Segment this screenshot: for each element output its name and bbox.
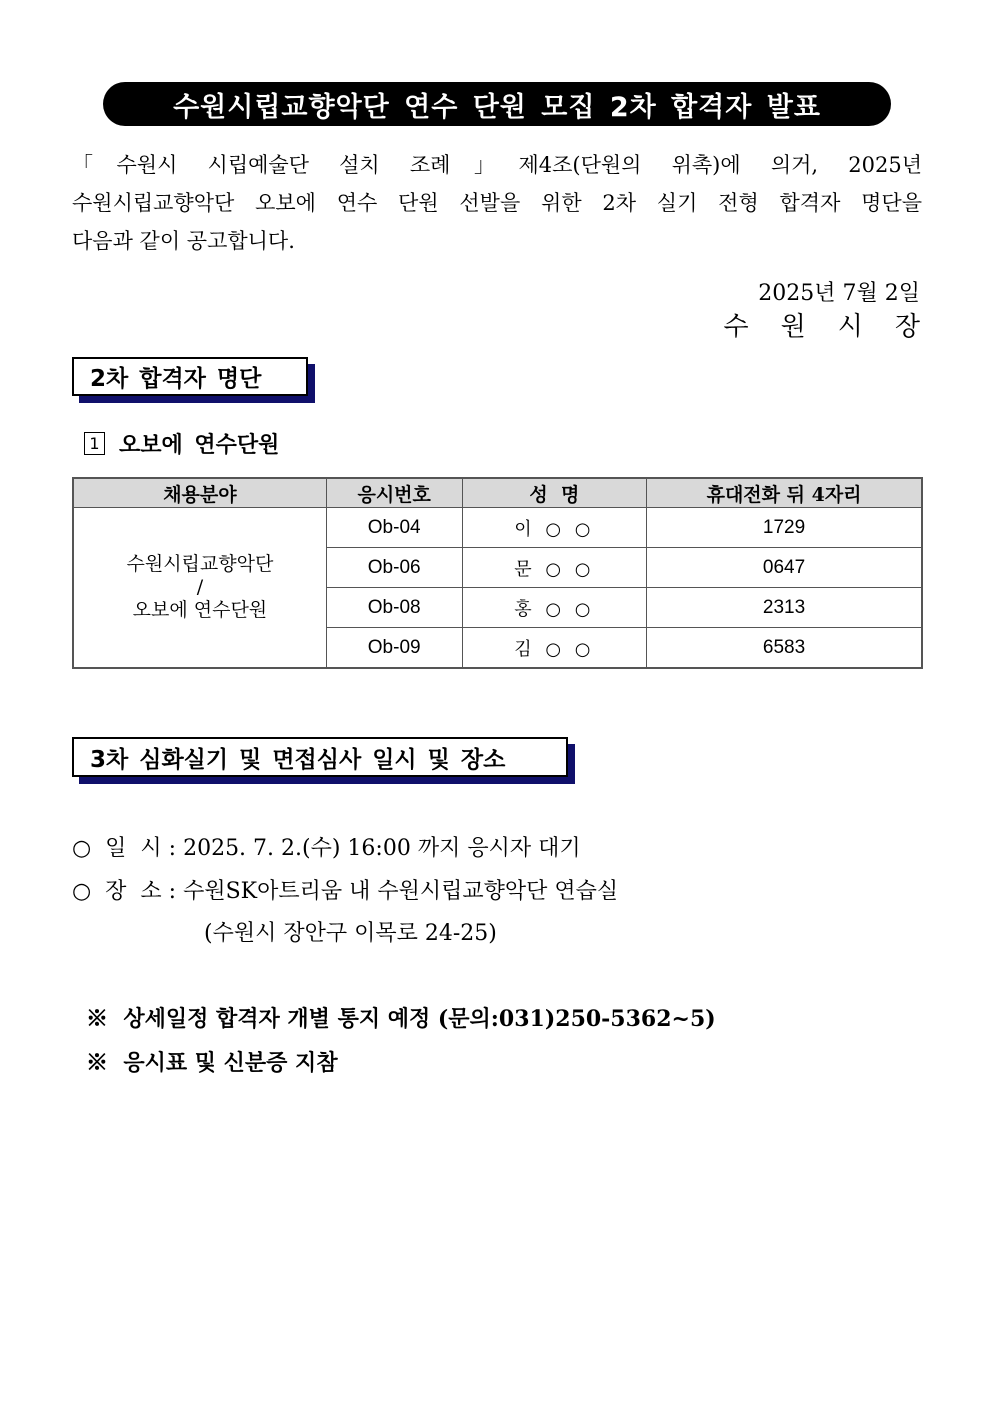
applicant-id: Ob-09 xyxy=(326,628,462,669)
intro-line-2: 수원시립교향악단 오보에 연수 단원 선발을 위한 2차 실기 전형 합격자 명단을 xyxy=(72,191,922,215)
phone-last4: 1729 xyxy=(647,508,922,548)
note-item: ※ 응시표 및 신분증 지참 xyxy=(86,1050,338,1076)
field-line-1: 수원시립교향악단 xyxy=(126,553,274,575)
recruit-field-cell xyxy=(73,508,326,669)
intro-paragraph xyxy=(72,146,922,260)
page-title: 수원시립교향악단 연수 단원 모집 2차 합격자 발표 xyxy=(103,82,891,126)
section-heading-schedule: 3차 심화실기 및 면접심사 일시 및 장소 xyxy=(72,737,568,777)
phone-last4: 6583 xyxy=(647,628,922,669)
intro-line-1: 「수원시 시립예술단 설치 조례」제4조(단원의 위촉)에 의거, 2025년 xyxy=(72,153,922,177)
section-heading-passers: 2차 합격자 명단 xyxy=(72,357,308,396)
applicant-name: 김 ○ ○ xyxy=(462,628,647,669)
schedule-place: ○ 장 소 : 수원SK아트리움 내 수원시립교향악단 연습실 xyxy=(72,879,619,904)
applicant-id: Ob-06 xyxy=(326,548,462,588)
sub-heading-label: 오보에 연수단원 xyxy=(119,432,280,458)
passers-table xyxy=(72,477,923,669)
column-header: 휴대전화 뒤 4자리 xyxy=(647,478,922,508)
intro-line-3: 다음과 같이 공고합니다. xyxy=(72,229,295,253)
applicant-id: Ob-04 xyxy=(326,508,462,548)
sub-heading xyxy=(84,428,279,459)
number-box: 1 xyxy=(84,432,105,455)
column-header: 성 명 xyxy=(462,478,647,508)
schedule-address: (수원시 장안구 이목로 24-25) xyxy=(204,921,497,946)
column-header: 응시번호 xyxy=(326,478,462,508)
phone-last4: 0647 xyxy=(647,548,922,588)
column-header: 채용분야 xyxy=(73,478,326,508)
table-header-row xyxy=(73,478,922,508)
applicant-id: Ob-08 xyxy=(326,588,462,628)
applicant-name: 이 ○ ○ xyxy=(462,508,647,548)
table-row xyxy=(73,508,922,548)
phone-last4: 2313 xyxy=(647,588,922,628)
field-line-3: 오보에 연수단원 xyxy=(132,599,268,621)
signer: 수원시장 xyxy=(723,312,952,342)
schedule-datetime: ○ 일 시 : 2025. 7. 2.(수) 16:00 까지 응시자 대기 xyxy=(72,836,581,861)
applicant-name: 홍 ○ ○ xyxy=(462,588,647,628)
field-line-2: / xyxy=(196,576,204,598)
announcement-date: 2025년 7월 2일 xyxy=(758,281,920,306)
note-item: ※ 상세일정 합격자 개별 통지 예정 (문의:031)250-5362~5) xyxy=(86,1006,716,1032)
applicant-name: 문 ○ ○ xyxy=(462,548,647,588)
